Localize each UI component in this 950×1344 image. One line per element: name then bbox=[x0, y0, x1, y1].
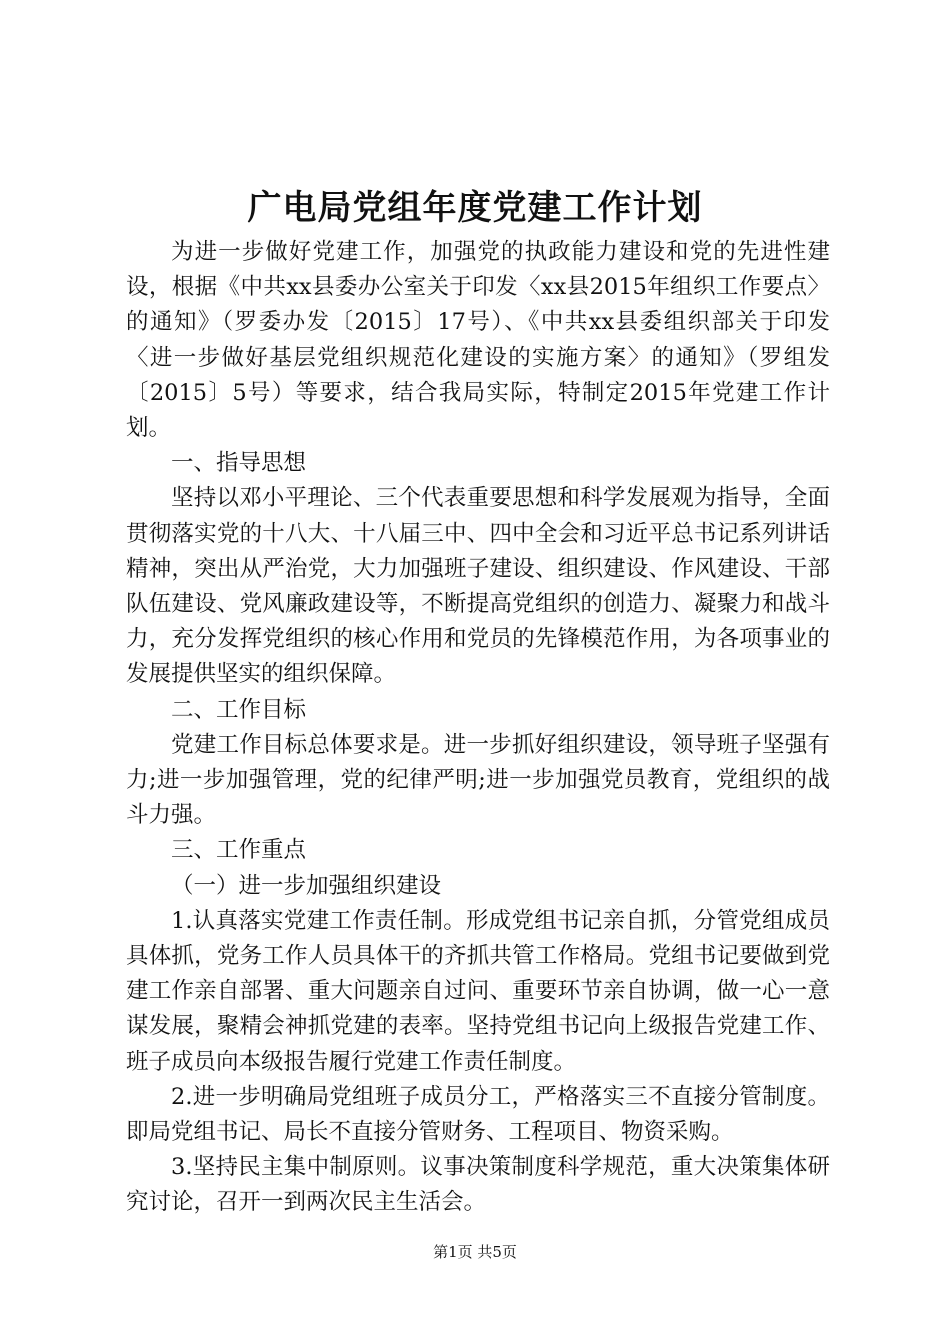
document-title: 广电局党组年度党建工作计划 bbox=[247, 188, 703, 228]
section-heading-guiding-ideology: 一、指导思想 bbox=[171, 450, 307, 477]
document-body bbox=[126, 235, 830, 1221]
intro-paragraph: 为进一步做好党建工作，加强党的执政能力建设和党的先进性建设，根据《中共xx县委办公室关于印发〈xx县2015年组织工作要点〉的通知》（罗委办发〔2015〕17号）、《中共xx县委组织部关于印发〈进一步做好基层党组织规范化建设的实施方案〉的通知》（罗组发〔2015〕5号）等要求，结合我局实际，特制定2015年党建工作计划。 bbox=[126, 239, 830, 442]
item-paragraph-3: 3.坚持民主集中制原则。议事决策制度科学规范，重大决策集体研究讨论，召开一到两次民主生活会。 bbox=[126, 1154, 830, 1216]
item-paragraph-2: 2.进一步明确局党组班子成员分工，严格落实三不直接分管制度。即局党组书记、局长不直接分管财务、工程项目、物资采购。 bbox=[126, 1083, 830, 1146]
guiding-ideology-paragraph: 坚持以邓小平理论、三个代表重要思想和科学发展观为指导，全面贯彻落实党的十八大、十八届三中、四中全会和习近平总书记系列讲话精神，突出从严治党，大力加强班子建设、组织建设、作风建设、干部队伍建设、党风廉政建设等，不断提高党组织的创造力、凝聚力和战斗力，充分发挥党组织的核心作用和党员的先锋模范作用，为各项事业的发展提供坚实的组织保障。 bbox=[126, 485, 830, 688]
work-goals-paragraph: 党建工作目标总体要求是。进一步抓好组织建设，领导班子坚强有力;进一步加强管理，党的纪律严明;进一步加强党员教育，党组织的战斗力强。 bbox=[126, 731, 830, 829]
section-heading-work-focus: 三、工作重点 bbox=[171, 837, 307, 864]
item-paragraph-1: 1.认真落实党建工作责任制。形成党组书记亲自抓，分管党组成员具体抓，党务工作人员具体干的齐抓共管工作格局。党组书记要做到党建工作亲自部署、重大问题亲自过问、重要环节亲自协调，做一心一意谋发展，聚精会神抓党建的表率。坚持党组书记向上级报告党建工作、班子成员向本级报告履行党建工作责任制度。 bbox=[126, 907, 830, 1075]
subsection-heading-organization: （一）进一步加强组织建设 bbox=[171, 872, 442, 899]
section-heading-work-goals: 二、工作目标 bbox=[171, 696, 307, 723]
page-footer: 第1页 共5页 bbox=[433, 1243, 517, 1261]
